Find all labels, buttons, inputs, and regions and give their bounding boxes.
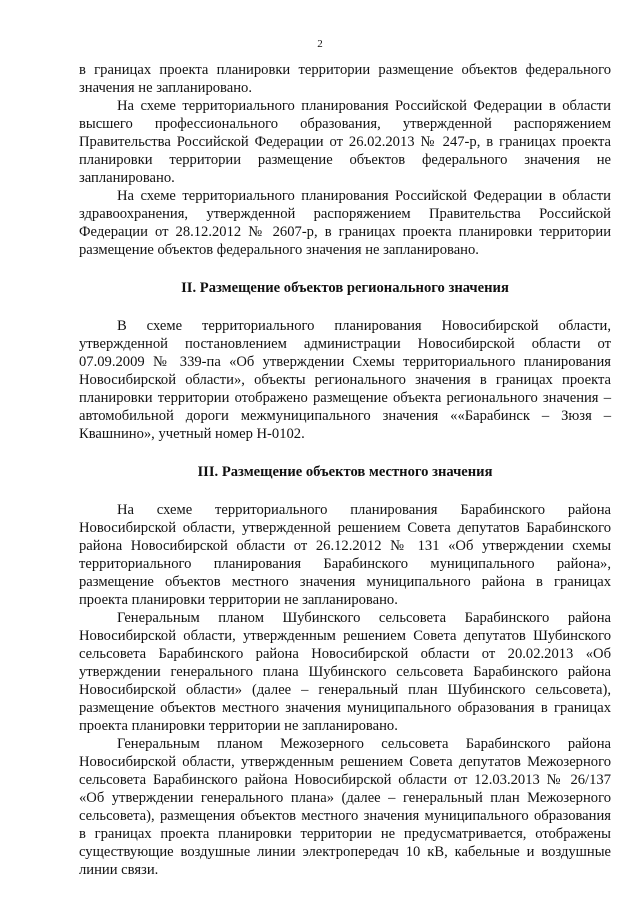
page-number: 2: [317, 38, 323, 50]
paragraph-mezhozerny-plan: Генеральным планом Межозерного сельсовета Барабинского района Новосибирской области, утвержденным решением Совета депутатов Межозерного сельсовета Барабинского района Новосибирской области от 12.03.2013 № 26/137 «Об утверждении генерального плана» (далее – генеральный план Межозерного сельсовета), размещения объектов местного значения муниципального образования в границах проекта планировки территории не предусматривается, отображены существующие воздушные линии электропередач 10 кВ, кабельные и воздушные линии связи.: [79, 736, 611, 878]
paragraph-continuation: в границах проекта планировки территории размещение объектов федерального значения не запланировано.: [79, 62, 611, 96]
paragraph-education-scheme: На схеме территориального планирования Российской Федерации в области высшего профессионального образования, утвержденной распоряжением Правительства Российской Федерации от 26.02.2013 № 247-р, в границах проекта планировки территории размещение объектов федерального значения не запланировано.: [79, 98, 611, 186]
paragraph-healthcare-scheme: На схеме территориального планирования Российской Федерации в области здравоохранения, утвержденной распоряжением Правительства Российской Федерации от 28.12.2012 № 2607-р, в границах проекта планировки территории размещение объектов федерального значения не запланировано.: [79, 188, 611, 258]
paragraph-shubinsky-plan: Генеральным планом Шубинского сельсовета Барабинского района Новосибирской области, утвержденным решением Совета депутатов Шубинского сельсовета Барабинского района Новосибирской области от 20.02.2013 «Об утверждении генерального плана Шубинского сельсовета Барабинского района Новосибирской области» (далее – генеральный план Шубинского сельсовета), размещение объектов местного значения муниципального образования в границах проекта планировки территории не запланировано.: [79, 610, 611, 734]
section-heading-regional: II. Размещение объектов регионального значения: [181, 280, 509, 296]
paragraph-regional-objects: В схеме территориального планирования Новосибирской области, утвержденной постановлением администрации Новосибирской области от 07.09.2009 № 339-па «Об утверждении Схемы территориального планирования Новосибирской области», объекты регионального значения в границах проекта планировки территории отображено размещение объекта регионального значения – автомобильной дороги межмуниципального значения ««Барабинск – Зюзя – Квашнино», учетный номер Н-0102.: [79, 318, 611, 442]
document-body: [79, 61, 611, 879]
paragraph-district-scheme: На схеме территориального планирования Барабинского района Новосибирской области, утвержденной решением Совета депутатов Барабинского района Новосибирской области от 26.12.2012 № 131 «Об утверждении схемы территориального планирования Барабинского муниципального района», размещение объектов местного значения муниципального района в границах проекта планировки территории не запланировано.: [79, 502, 611, 608]
section-heading-local: III. Размещение объектов местного значения: [197, 464, 493, 480]
